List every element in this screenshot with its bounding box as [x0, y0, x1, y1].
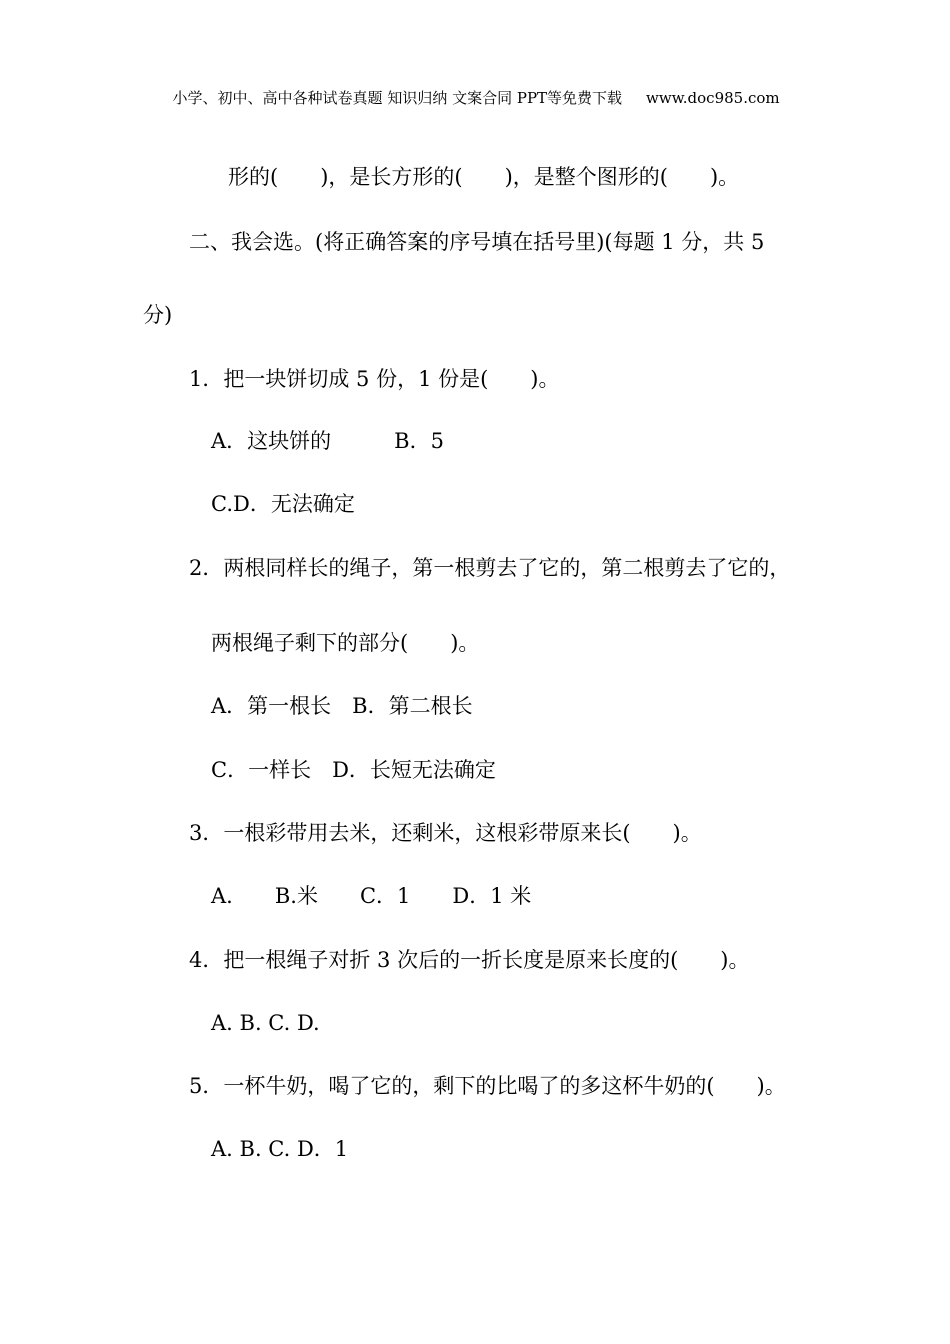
question-1-options-c-d: C.D．无法确定 [211, 492, 355, 516]
question-4-stem: 4．把一根绳子对折 3 次后的一折长度是原来长度的( )。 [189, 948, 750, 972]
section-two-title-cont: 分) [143, 303, 173, 327]
question-2-stem: 2．两根同样长的绳子，第一根剪去了它的，第二根剪去了它的， [189, 556, 791, 580]
section-two-title: 二、我会选。(将正确答案的序号填在括号里)(每题 1 分，共 5 [189, 230, 765, 254]
question-5-options: A. B. C. D．1 [211, 1137, 349, 1161]
question-2-options-c-d: C．一样长 D．长短无法确定 [211, 758, 496, 782]
question-1-options-a-b: A．这块饼的 B．5 [211, 429, 444, 453]
question-5-stem: 5．一杯牛奶，喝了它的，剩下的比喝了的多这杯牛奶的( )。 [189, 1074, 786, 1098]
question-2-stem-cont: 两根绳子剩下的部分( )。 [211, 631, 480, 655]
question-3-stem: 3．一根彩带用去米，还剩米，这根彩带原来长( )。 [189, 821, 702, 845]
page-header [163, 68, 780, 108]
question-1-stem: 1．把一块饼切成 5 份，1 份是( )。 [189, 367, 560, 391]
header-text: 小学、初中、高中各种试卷真题 知识归纳 文案合同 PPT等免费下载 [172, 89, 623, 107]
question-2-options-a-b: A．第一根长 B．第二根长 [211, 694, 473, 718]
header-site: www.doc985.com [646, 89, 780, 107]
question-4-options: A. B. C. D. [211, 1011, 320, 1035]
continuation-line: 形的( )，是长方形的( )，是整个图形的( )。 [228, 165, 740, 189]
question-3-options: A. B.米 C．1 D．1 米 [211, 884, 532, 908]
